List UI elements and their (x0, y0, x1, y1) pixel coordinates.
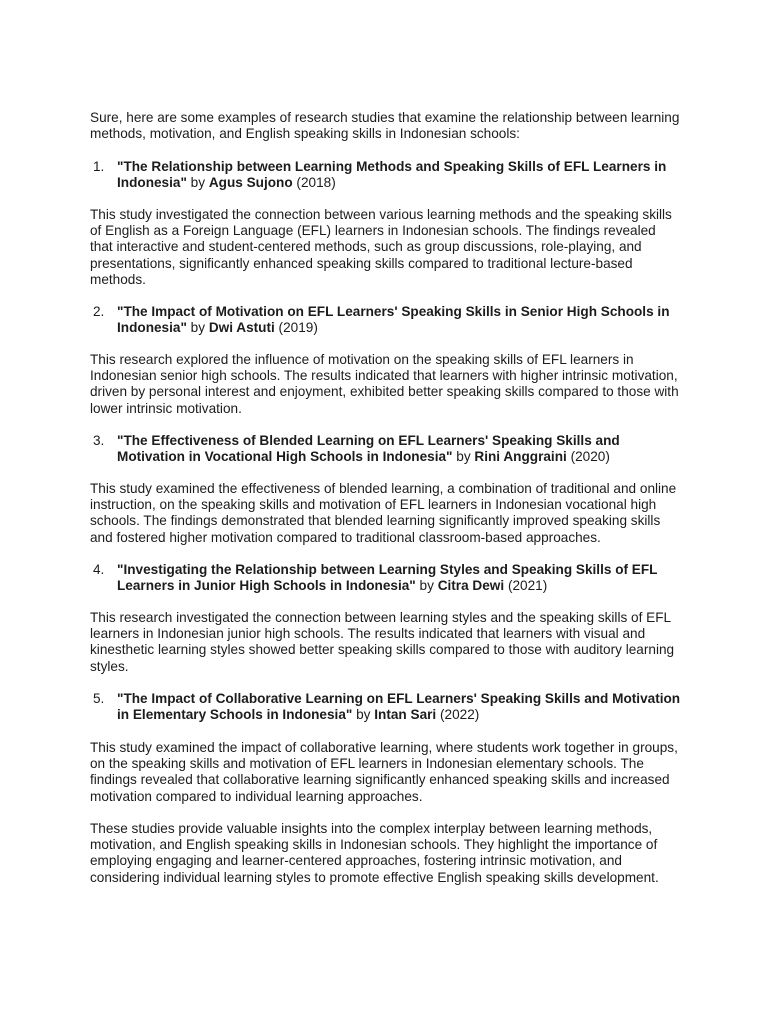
by-label: by (415, 578, 438, 594)
study-item-3 (90, 433, 682, 465)
list-number: 1. (93, 159, 105, 174)
intro-paragraph: Sure, here are some examples of research studies that examine the relationship between learning methods, motivation, and English speaking skills in Indonesian schools: (90, 110, 680, 142)
list-number: 5. (93, 691, 105, 706)
study-author: Intan Sari (374, 707, 437, 723)
conclusion-paragraph: These studies provide valuable insights into the complex interplay between learning methods, motivation, and English speaking skills in Indonesian schools. They highlight the importance of employing engaging and learner-centered approaches, fostering intrinsic motivation, and considering individual learning styles to promote effective English speaking skills development. (90, 821, 659, 885)
study-summary-4: This research investigated the connection between learning styles and the speaking skills of EFL learners in Indonesian junior high schools. The results indicated that learners with visual and kinesthetic learning styles showed better speaking skills compared to those with auditory learning styles. (90, 610, 675, 674)
study-item-2 (90, 304, 682, 336)
by-label: by (186, 175, 209, 191)
study-summary-5: This study examined the impact of collaborative learning, where students work together in groups, on the speaking skills and motivation of EFL learners in Indonesian elementary schools. The findings revealed that collaborative learning significantly enhanced speaking skills and increased motivation compared to individual learning approaches. (90, 740, 678, 804)
study-citation (117, 562, 682, 594)
by-label: by (352, 707, 375, 723)
list-number: 3. (93, 433, 105, 448)
study-year: (2018) (292, 175, 336, 191)
by-label: by (452, 449, 475, 465)
study-author: Dwi Astuti (208, 320, 275, 336)
study-citation (117, 304, 682, 336)
study-title: "The Impact of Collaborative Learning on EFL Learners' Speaking Skills and Motivation in Elementary Schools in Indonesia" (117, 691, 681, 723)
study-summary-3: This study examined the effectiveness of blended learning, a combination of traditional and online instruction, on the speaking skills and motivation of EFL learners in Indonesian vocational high schools. The findings demonstrated that blended learning significantly improved speaking skills and fostered higher motivation compared to traditional classroom-based approaches. (90, 481, 677, 545)
study-author: Citra Dewi (437, 578, 505, 594)
study-item-1 (90, 159, 682, 191)
study-year: (2022) (436, 707, 480, 723)
study-citation (117, 433, 682, 465)
study-title: "The Effectiveness of Blended Learning on EFL Learners' Speaking Skills and Motivation in Vocational High Schools in Indonesia" (117, 433, 620, 465)
by-label: by (186, 320, 209, 336)
study-year: (2019) (274, 320, 318, 336)
study-citation (117, 691, 682, 723)
study-title: "The Relationship between Learning Methods and Speaking Skills of EFL Learners in Indonesia" (117, 159, 667, 191)
list-number: 2. (93, 304, 105, 319)
study-item-4 (90, 562, 682, 594)
study-year: (2020) (566, 449, 610, 465)
study-title: "The Impact of Motivation on EFL Learners' Speaking Skills in Senior High Schools in Indonesia" (117, 304, 670, 336)
study-citation (117, 159, 682, 191)
study-item-5 (90, 691, 682, 723)
study-summary-2: This research explored the influence of motivation on the speaking skills of EFL learners in Indonesian senior high schools. The results indicated that learners with higher intrinsic motivation, driven by personal interest and enjoyment, exhibited better speaking skills compared to those with lower intrinsic motivation. (90, 352, 679, 416)
study-summary-1: This study investigated the connection between various learning methods and the speaking skills of English as a Foreign Language (EFL) learners in Indonesian schools. The findings revealed that interactive and student-centered methods, such as group discussions, role-playing, and presentations, significantly enhanced speaking skills compared to traditional lecture-based methods. (90, 207, 672, 287)
list-number: 4. (93, 562, 105, 577)
study-author: Agus Sujono (208, 175, 293, 191)
study-year: (2021) (504, 578, 548, 594)
study-author: Rini Anggraini (474, 449, 567, 465)
study-title: "Investigating the Relationship between Learning Styles and Speaking Skills of EFL Learners in Junior High Schools in Indonesia" (117, 562, 658, 594)
